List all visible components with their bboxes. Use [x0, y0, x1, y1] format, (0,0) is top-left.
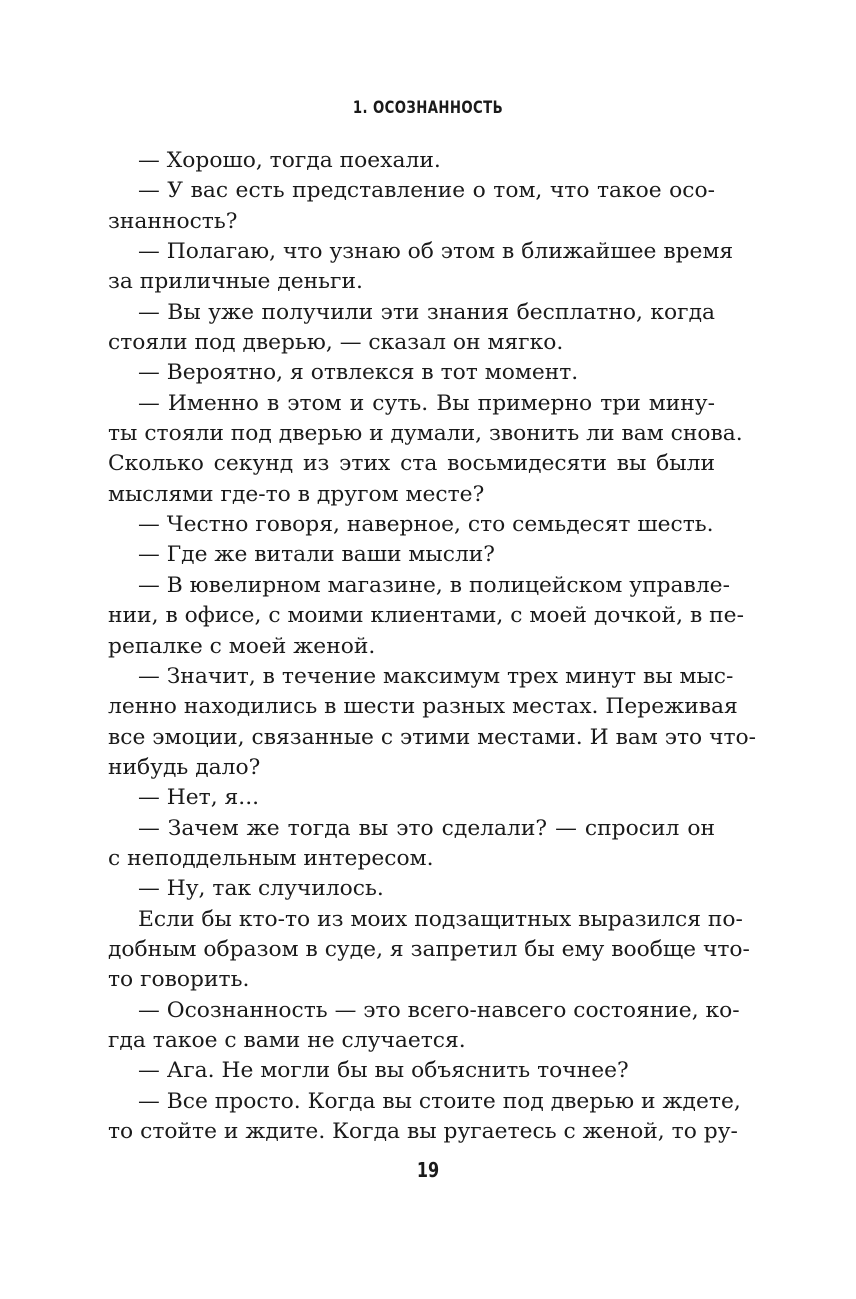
text-line: — Ага. Не могли бы вы объяснить точнее?: [138, 1058, 629, 1084]
text-line: — Нет, я...: [138, 785, 260, 811]
text-line: — Вы уже получили эти знания бесплатно, когда: [138, 299, 715, 325]
body-text: [108, 146, 757, 1147]
text-line: с неподдельным интересом.: [108, 845, 434, 871]
text-line: все эмоции, связанные с этими местами. И вам это что-: [108, 724, 757, 750]
text-line: то стойте и ждите. Когда вы ругаетесь с женой, то ру-: [108, 1119, 738, 1144]
text-line: ты стояли под дверью и думали, звонить ли вам снова.: [108, 421, 743, 447]
text-line: — Ну, так случилось.: [138, 876, 384, 902]
text-line: — Где же витали ваши мысли?: [138, 542, 495, 568]
text-line: — В ювелирном магазине, в полицейском управле-: [138, 572, 730, 598]
text-line: — Полагаю, что узнаю об этом в ближайшее время: [138, 239, 734, 265]
text-line: ленно находились в шести разных местах. Переживая: [108, 694, 738, 720]
text-line: — Все просто. Когда вы стоите под дверью и ждете,: [138, 1088, 741, 1114]
text-line: знанность?: [108, 208, 238, 234]
text-line: мыслями где-то в другом месте?: [108, 481, 485, 507]
text-line: стояли под дверью, — сказал он мягко.: [108, 330, 564, 356]
text-line: добным образом в суде, я запретил бы ему вообще что-: [108, 936, 750, 962]
running-head: 1. ОСОЗНАННОСТЬ: [352, 98, 504, 118]
text-line: — У вас есть представление о том, что такое осо-: [138, 178, 715, 204]
text-line: — Значит, в течение максимум трех минут вы мыс-: [138, 663, 734, 689]
text-line: — Именно в этом и суть. Вы примерно три мину-: [138, 390, 715, 416]
text-line: нибудь дало?: [108, 754, 261, 780]
text-line: — Зачем же тогда вы это сделали? — спросил он: [138, 815, 715, 841]
text-line: нии, в офисе, с моими клиентами, с моей дочкой, в пе-: [108, 603, 744, 629]
text-line: — Вероятно, я отвлекся в тот момент.: [138, 360, 579, 386]
text-line: то говорить.: [108, 967, 250, 993]
text-line: Если бы кто-то из моих подзащитных выразился по-: [138, 906, 743, 932]
page-number: 19: [416, 1158, 440, 1182]
text-line: — Честно говоря, наверное, сто семьдесят шесть.: [138, 512, 714, 538]
text-line: — Осознанность — это всего-навсего состояние, ко-: [138, 997, 740, 1023]
text-line: за приличные деньги.: [108, 269, 363, 295]
text-line: Сколько секунд из этих ста восьмидесяти вы были: [108, 451, 715, 477]
text-line: — Хорошо, тогда поехали.: [138, 148, 441, 173]
text-line: репалке с моей женой.: [108, 633, 376, 659]
text-line: гда такое с вами не случается.: [108, 1027, 466, 1053]
